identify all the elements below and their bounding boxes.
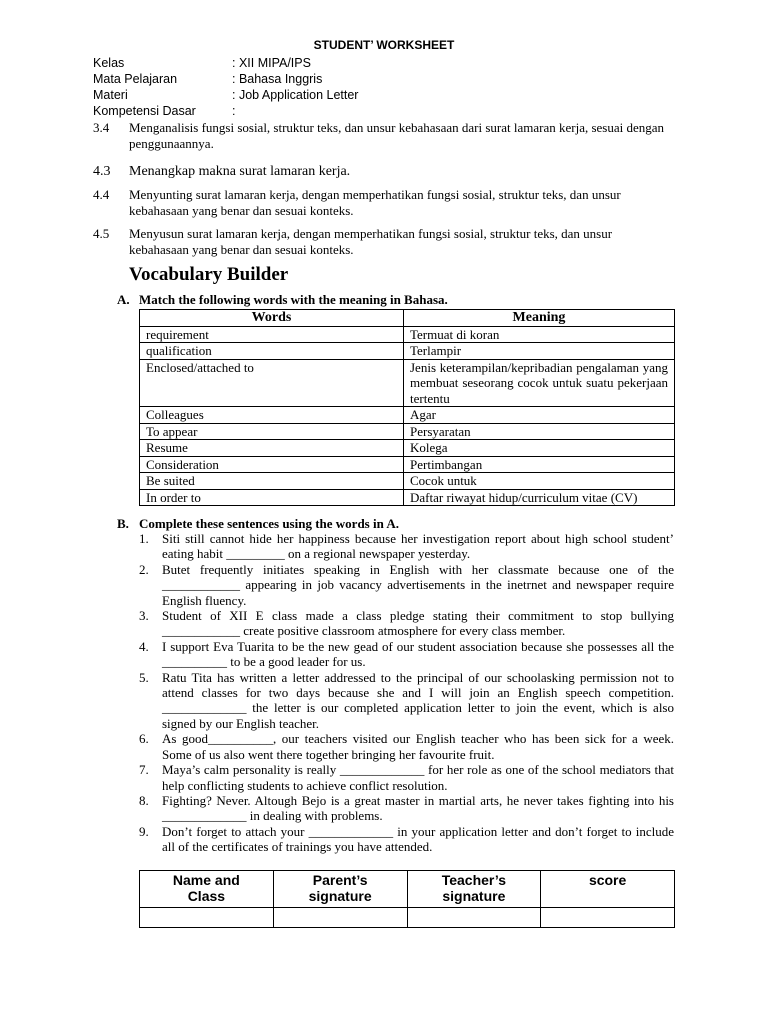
competency-text: Menyunting surat lamaran kerja, dengan memperhatikan fungsi sosial, struktur teks, dan unsur kebahasaan yang benar dan sesuai konteks. [129,187,621,218]
info-label: Materi [93,88,128,102]
header-line: signature [308,888,372,904]
section-instruction: Match the following words with the meaning in Bahasa. [139,292,448,307]
table-row [140,343,675,360]
meaning-cell: Termuat di koran [404,326,675,343]
meaning-cell: Jenis keterampilan/kepribadian pengalaman yang membuat seseorang cocok untuk suatu pekerjaan tertentu [404,359,675,407]
list-item [139,562,674,608]
parent-signature-cell[interactable] [273,908,407,928]
meaning-cell: Kolega [404,440,675,457]
list-item [139,762,674,793]
item-number: 3. [139,608,149,624]
word-cell: To appear [140,423,404,440]
word-cell: qualification [140,343,404,360]
name-and-class-header [140,871,274,908]
info-label: Mata Pelajaran [93,72,178,86]
table-row [140,407,675,424]
competency-number: 4.4 [93,187,110,202]
signature-header-row [140,871,675,908]
info-label: Kelas [93,56,125,70]
teacher-signature-header [407,871,541,908]
table-row [140,440,675,457]
list-item [139,824,674,855]
item-number: 9. [139,823,149,839]
info-value: : Bahasa Inggris [232,72,323,86]
word-cell: In order to [140,489,404,506]
vocabulary-heading: Vocabulary Builder [129,264,289,285]
item-text: Fighting? Never. Altough Bejo is a great master in martial arts, he never takes fighting into his _____________ in dealing with problems. [162,792,674,824]
list-item [139,531,674,562]
item-text: Don’t forget to attach your _____________ in your application letter and don’t forget to include all of the certificates of trainings you have attended. [162,823,674,855]
competency-4-4 [93,187,673,219]
competency-number: 4.5 [93,226,110,241]
table-row [140,423,675,440]
column-header-meaning: Meaning [404,310,675,327]
table-row [140,456,675,473]
item-text: Maya’s calm personality is really _____________ for her role as one of the school mediators that help conflicting students to achieve conflict resolution. [162,762,674,793]
teacher-signature-cell[interactable] [407,908,541,928]
section-a-heading [117,292,448,308]
section-b-heading [117,516,399,532]
meaning-cell: Persyaratan [404,423,675,440]
competency-text: Menganalisis fungsi sosial, struktur teks, dan unsur kebahasaan dari surat lamaran kerja, sesuai dengan penggunaannya. [129,120,665,151]
competency-4-5 [93,226,673,258]
competency-text: Menangkap makna surat lamaran kerja. [129,164,351,179]
meaning-cell: Pertimbangan [404,456,675,473]
word-cell: Enclosed/attached to [140,359,404,407]
signature-table [139,870,675,928]
word-cell: Resume [140,440,404,457]
parent-signature-header [273,871,407,908]
competency-3-4 [93,120,673,152]
competency-number: 3.4 [93,120,110,135]
header-line: Class [187,888,226,904]
list-item [139,670,674,732]
worksheet-title: STUDENT’ WORKSHEET [313,38,455,52]
table-row [140,473,675,490]
item-number: 7. [139,762,149,778]
signature-entry-row [140,908,675,928]
list-item [139,793,674,824]
competency-number: 4.3 [93,164,111,179]
vocabulary-match-table [139,309,675,506]
meaning-cell: Agar [404,407,675,424]
item-text: Butet frequently initiates speaking in English with her classmate because one of the ____________ appearing in job vacancy advertisements in the inetrnet and newspaper require English fluency. [162,561,674,608]
info-label: Kompetensi Dasar [93,104,196,118]
item-text: Student of XII E class made a class pledge stating their commitment to stop bullying ____________ create positive classroom atmosphere for every class member. [162,608,674,639]
word-cell: Consideration [140,456,404,473]
header-line: signature [442,888,506,904]
word-cell: requirement [140,326,404,343]
name-and-class-cell[interactable] [140,908,274,928]
info-value: : XII MIPA/IPS [232,56,311,70]
score-cell[interactable] [541,908,675,928]
item-number: 5. [139,669,149,685]
competency-4-3 [93,164,673,180]
header-line: Teacher’s [441,872,507,888]
info-value: : Job Application Letter [232,88,359,102]
meaning-cell: Cocok untuk [404,473,675,490]
info-value: : [232,104,236,118]
item-number: 6. [139,731,149,747]
item-number: 1. [139,531,149,546]
meaning-cell: Terlampir [404,343,675,360]
word-cell: Colleagues [140,407,404,424]
meaning-cell: Daftar riwayat hidup/curriculum vitae (CV) [404,489,675,506]
header-line: Parent’s [312,872,368,888]
list-item [139,608,674,639]
item-text: Ratu Tita has written a letter addressed to the principal of our schoolasking permission not to attend classes for two days because she and I will join an English speech competition. _____________ the letter is our completed application letter to join the event, which is also signed by our English teacher. [162,669,674,731]
list-item [139,639,674,670]
section-letter: A. [117,292,130,307]
section-instruction: Complete these sentences using the words in A. [139,516,399,531]
list-item [139,731,674,762]
table-header-row [140,310,675,327]
item-text: Siti still cannot hide her happiness because her investigation report about high school student’ eating habit _________ on a regional newspaper yesterday. [162,531,674,562]
sentence-list [139,531,674,855]
score-header: score [541,871,675,908]
table-row [140,359,675,407]
item-text: As good__________, our teachers visited our English teacher who has been sick for a week. Some of us also went there together bringing her favourite fruit. [162,731,674,762]
item-text: I support Eva Tuarita to be the new gead of our student association because she possesses all the __________ to be a good leader for us. [162,638,674,670]
column-header-words: Words [140,310,404,327]
table-row [140,326,675,343]
table-row [140,489,675,506]
header-line: Name and [172,872,240,888]
item-number: 4. [139,638,149,654]
section-letter: B. [117,516,129,531]
item-number: 8. [139,792,149,808]
competency-text: Menyusun surat lamaran kerja, dengan memperhatikan fungsi sosial, struktur teks, dan unsur kebahasaan yang benar dan sesuai konteks. [129,226,613,257]
item-number: 2. [139,561,149,577]
word-cell: Be suited [140,473,404,490]
